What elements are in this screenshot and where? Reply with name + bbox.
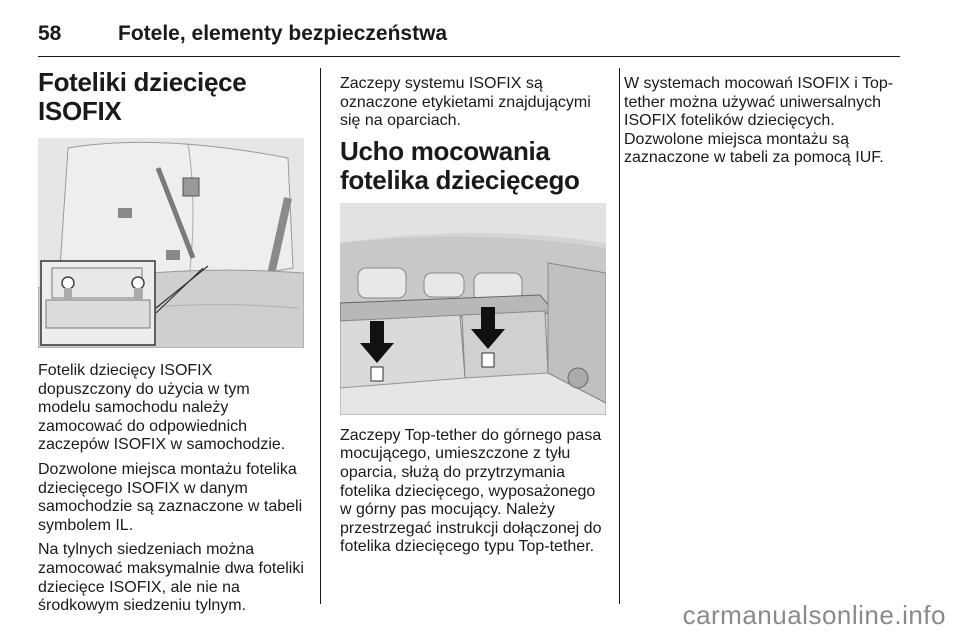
chapter-title: Fotele, elementy bezpieczeństwa: [118, 22, 448, 45]
paragraph: Zaczepy systemu ISOFIX są oznaczone etykietami znajdującymi się na oparciach.: [340, 75, 591, 130]
paragraph: W systemach mocowań ISOFIX i Top-tether można używać uniwersalnych ISOFIX fotelików dziecięcych. Dozwolone miejsca montażu są zaznaczone w tabeli za pomocą IUF.: [624, 75, 894, 167]
paragraph: Dozwolone miejsca montażu fotelika dziecięcego ISOFIX w danym samochodzie są zaznaczone w tabeli symbolem IL.: [38, 460, 303, 534]
isofix-anchor-illustration: [38, 138, 304, 348]
column-1: [38, 68, 304, 622]
top-tether-illustration: [340, 203, 606, 415]
page-number: 58: [38, 22, 62, 45]
column-divider: [320, 68, 321, 604]
column-divider: [619, 68, 620, 604]
page-header: [38, 10, 900, 57]
column-2: [340, 68, 606, 563]
column-3: [624, 68, 902, 174]
section-heading-top-tether: Ucho mocowania fotelika dziecięcego: [340, 135, 580, 195]
section-heading-isofix: Foteliki dziecięce ISOFIX: [38, 67, 247, 126]
paragraph: Zaczepy Top-tether do górnego pasa mocującego, umieszczone z tyłu oparcia, służą do przytrzymania fotelika dziecięcego, wyposażonego w górny pas mocujący. Należy przestrzegać instrukcji dołączonej do fotelika dziecięcego typu Top-tether.: [340, 426, 602, 556]
paragraph: Fotelik dziecięcy ISOFIX dopuszczony do użycia w tym modelu samochodu należy zamocować do odpowiednich zaczepów ISOFIX w samochodzie.: [38, 362, 286, 454]
watermark: carmanualsonline.info: [682, 600, 946, 630]
paragraph: Na tylnych siedzeniach można zamocować maksymalnie dwa foteliki dziecięce ISOFIX, ale nie na środkowym siedzeniu tylnym.: [38, 541, 304, 615]
